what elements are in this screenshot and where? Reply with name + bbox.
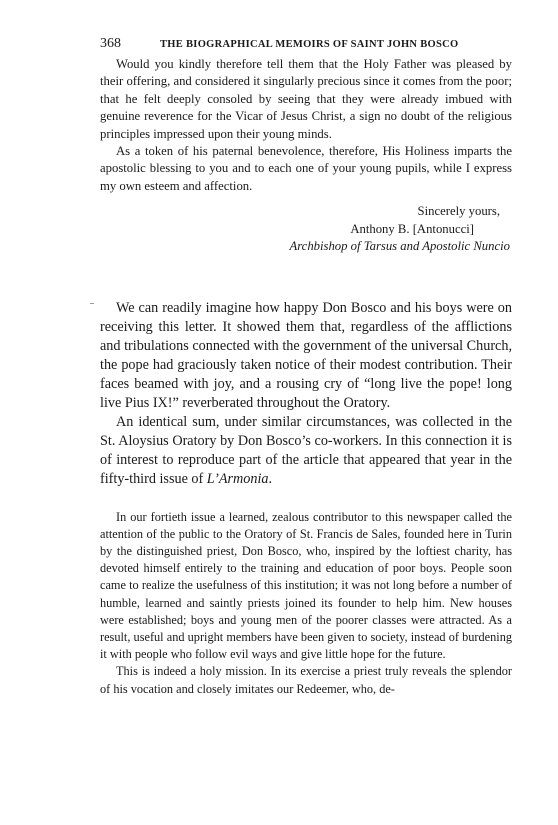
body-paragraph: We can readily imagine how happy Don Bosco and his boys were on receiving this letter. It showed them that, regardless of the afflictions and tribulations connected with the government of the universal Church, the pope had graciously taken notice of their modest contribution. Their faces beamed with joy, and a rousing cry of “long live the pope! long live Pius IX!” reverberated throughout the Oratory. — [100, 300, 512, 411]
main-text — [100, 299, 512, 488]
quote-paragraph: In our fortieth issue a learned, zealous contributor to this newspaper called the attention of the public to the Oratory of St. Francis de Sales, founded here in Turin by the distinguished priest, Don Bosco, who, inspired by the loftiest charity, has devoted himself entirely to the training and education of poor boys. People soon came to realize the usefulness of this institution; it was not long before a number of humble, learned and saintly priests joined its founder to help him. New houses were established; boys and young men of the poorer classes were attracted. As a result, useful and upright members have been given to society, instead of burdening it with people who follow evil ways and give little hope for the future. — [100, 509, 512, 662]
letter-signature — [100, 203, 512, 255]
margin-mark — [90, 303, 94, 304]
quoted-article — [100, 509, 512, 698]
running-head: THE BIOGRAPHICAL MEMOIRS OF SAINT JOHN BOSCO — [160, 39, 459, 50]
quote-paragraph: This is indeed a holy mission. In its exercise a priest truly reveals the splendor of his vocation and closely imitates our Redeemer, who, de- — [100, 664, 512, 696]
body-paragraph — [100, 413, 512, 489]
letter-paragraph: As a token of his paternal benevolence, therefore, His Holiness imparts the apostolic blessing to you and to each one of your young pupils, while I express my own esteem and affection. — [100, 144, 512, 193]
letter-closing: Sincerely yours, — [417, 204, 500, 219]
letter-signer: Anthony B. [Antonucci] — [350, 221, 474, 236]
page-number: 368 — [100, 36, 121, 51]
letter-excerpt — [100, 56, 512, 255]
letter-signer-title: Archbishop of Tarsus and Apostolic Nuncio — [289, 239, 510, 254]
page-header — [100, 36, 512, 56]
body-paragraph-end: . — [268, 470, 273, 487]
publication-title: L’Armonia — [206, 470, 269, 487]
body-paragraph-text: An identical sum, under similar circumstances, was collected in the St. Aloysius Oratory by Don Bosco’s co-workers. In this connection it is of interest to reproduce part of the article that appeared that year in the fifty-third issue of — [100, 413, 512, 487]
page — [100, 36, 512, 698]
letter-paragraph: Would you kindly therefore tell them that the Holy Father was pleased by their offering, and considered it singularly precious since it comes from the poor; that he felt deeply consoled by seeing that they were already imbued with genuine reverence for the Vicar of Jesus Christ, a sign no doubt of the religious principles impressed upon their young minds. — [100, 57, 512, 141]
